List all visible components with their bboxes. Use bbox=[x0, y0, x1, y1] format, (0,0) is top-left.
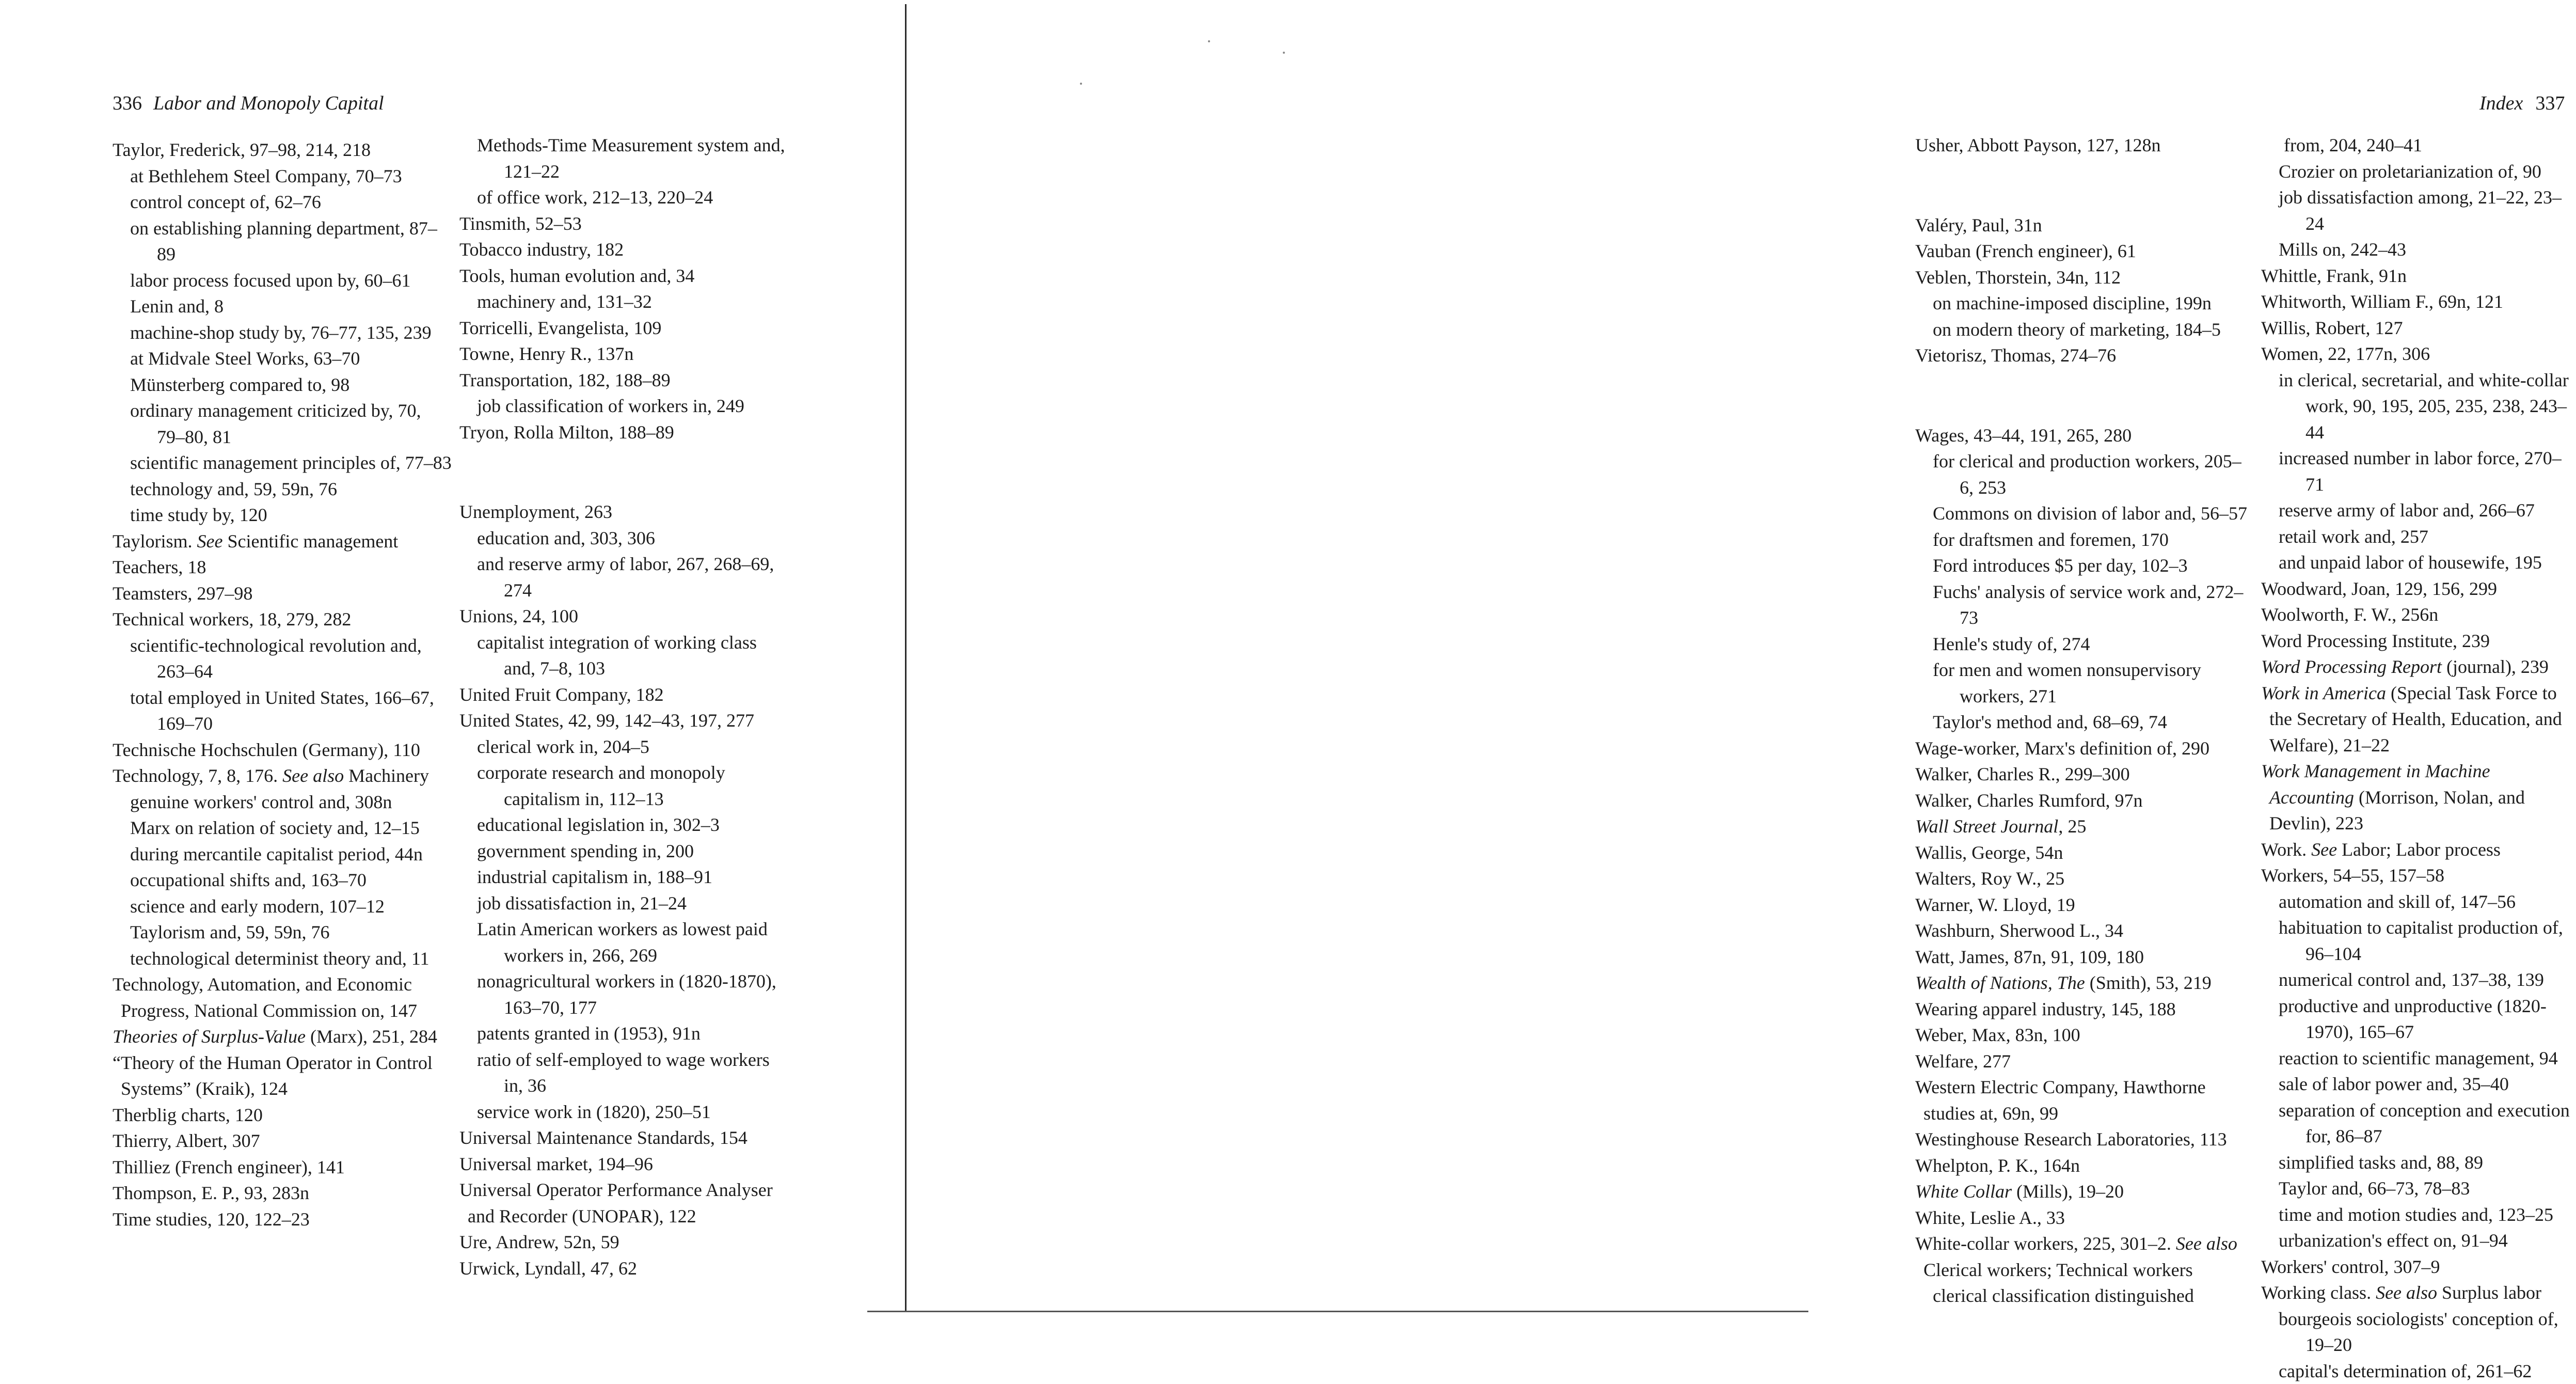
index-subentry: on modern theory of marketing, 184–5 bbox=[1915, 317, 2248, 343]
index-entry: Therblig charts, 120 bbox=[113, 1102, 453, 1128]
index-entry: Teachers, 18 bbox=[113, 554, 453, 580]
left-running-title: Labor and Monopoly Capital bbox=[153, 92, 384, 114]
italic-text: Word Processing Report bbox=[2261, 656, 2442, 677]
index-subentry: educational legislation in, 302–3 bbox=[459, 812, 790, 838]
index-entry: Torricelli, Evangelista, 109 bbox=[459, 315, 790, 341]
index-subentry: machinery and, 131–32 bbox=[459, 289, 790, 315]
index-entry: Wall Street Journal, 25 bbox=[1915, 813, 2248, 840]
index-entry: Technische Hochschulen (Germany), 110 bbox=[113, 737, 453, 763]
index-subentry: for men and women nonsupervisory workers, 271 bbox=[1915, 657, 2248, 709]
index-subentry: Fuchs' analysis of service work and, 272–73 bbox=[1915, 579, 2248, 631]
index-entry: Transportation, 182, 188–89 bbox=[459, 367, 790, 394]
index-subentry: job dissatisfaction among, 21–22, 23–24 bbox=[2261, 184, 2576, 237]
index-subentry: machine-shop study by, 76–77, 135, 239 bbox=[113, 320, 453, 346]
index-entry: Valéry, Paul, 31n bbox=[1915, 212, 2248, 239]
index-subentry: and reserve army of labor, 267, 268–69, 274 bbox=[459, 551, 790, 603]
italic-text: White Collar bbox=[1915, 1181, 2012, 1202]
index-entry: Technology, 7, 8, 176. See also Machinery bbox=[113, 763, 453, 789]
right-page bbox=[891, 0, 1808, 1319]
index-entry: Tobacco industry, 182 bbox=[459, 237, 790, 263]
italic-text: See bbox=[197, 531, 222, 552]
index-subentry: bourgeois sociologists' conception of, 19–20 bbox=[2261, 1306, 2576, 1358]
left-page bbox=[0, 0, 891, 1319]
index-subentry: total employed in United States, 166–67, 169–70 bbox=[113, 685, 453, 737]
index-entry: Work in America (Special Task Force to the Secretary of Health, Education, and Welfare), 21–22 bbox=[2261, 680, 2576, 759]
index-subentry: for draftsmen and foremen, 170 bbox=[1915, 527, 2248, 553]
index-subentry: time and motion studies and, 123–25 bbox=[2261, 1202, 2576, 1228]
index-subentry: job dissatisfaction in, 21–24 bbox=[459, 890, 790, 917]
right-running-header bbox=[2479, 91, 2565, 116]
italic-text: See also bbox=[2376, 1282, 2437, 1303]
index-entry: White-collar workers, 225, 301–2. See also Clerical workers; Technical workers bbox=[1915, 1231, 2248, 1283]
index-subentry: Henle's study of, 274 bbox=[1915, 631, 2248, 657]
section-gap bbox=[1915, 369, 2248, 422]
index-entry: Usher, Abbott Payson, 127, 128n bbox=[1915, 132, 2248, 159]
index-subentry: during mercantile capitalist period, 44n bbox=[113, 841, 453, 868]
index-entry: Taylor, Frederick, 97–98, 214, 218 bbox=[113, 137, 453, 163]
index-subentry: Methods-Time Measurement system and, 121–22 bbox=[459, 132, 790, 184]
index-subentry: capital's determination of, 261–62 bbox=[2261, 1358, 2576, 1384]
index-column-1 bbox=[113, 137, 453, 1232]
italic-text: Work Management in Machine Accounting bbox=[2261, 761, 2490, 808]
index-subentry: science and early modern, 107–12 bbox=[113, 893, 453, 920]
index-subentry: numerical control and, 137–38, 139 bbox=[2261, 967, 2576, 993]
index-entry: Westinghouse Research Laboratories, 113 bbox=[1915, 1126, 2248, 1153]
index-entry: Teamsters, 297–98 bbox=[113, 580, 453, 607]
index-entry: Tinsmith, 52–53 bbox=[459, 211, 790, 237]
index-entry: Technical workers, 18, 279, 282 bbox=[113, 606, 453, 633]
italic-text: See also bbox=[2176, 1233, 2237, 1254]
index-subentry: control concept of, 62–76 bbox=[113, 189, 453, 215]
index-subentry: scientific management principles of, 77–83 bbox=[113, 450, 453, 476]
index-subentry: at Bethlehem Steel Company, 70–73 bbox=[113, 163, 453, 190]
index-entry: Walker, Charles Rumford, 97n bbox=[1915, 788, 2248, 814]
index-subentry: Taylorism and, 59, 59n, 76 bbox=[113, 919, 453, 946]
index-entry: Thompson, E. P., 93, 283n bbox=[113, 1180, 453, 1206]
index-subentry: of office work, 212–13, 220–24 bbox=[459, 184, 790, 211]
italic-text: Wall Street Journal bbox=[1915, 816, 2058, 837]
index-column-3 bbox=[1915, 132, 2248, 1309]
left-running-header bbox=[113, 91, 384, 116]
index-entry: Vauban (French engineer), 61 bbox=[1915, 238, 2248, 264]
right-running-title: Index bbox=[2479, 92, 2523, 114]
index-subentry: technology and, 59, 59n, 76 bbox=[113, 476, 453, 502]
index-entry: Whitworth, William F., 69n, 121 bbox=[2261, 289, 2576, 315]
index-subentry: corporate research and monopoly capitalism in, 112–13 bbox=[459, 760, 790, 812]
index-subentry: urbanization's effect on, 91–94 bbox=[2261, 1228, 2576, 1254]
index-entry: United States, 42, 99, 142–43, 197, 277 bbox=[459, 707, 790, 734]
index-subentry: simplified tasks and, 88, 89 bbox=[2261, 1150, 2576, 1176]
index-subentry: reserve army of labor and, 266–67 bbox=[2261, 497, 2576, 524]
right-page-number: 337 bbox=[2535, 92, 2565, 114]
index-subentry: separation of conception and execution for, 86–87 bbox=[2261, 1097, 2576, 1150]
italic-text: See bbox=[2311, 839, 2337, 860]
index-subentry: Lenin and, 8 bbox=[113, 293, 453, 320]
index-subentry: increased number in labor force, 270–71 bbox=[2261, 445, 2576, 497]
index-subentry: scientific-technological revolution and, 263–64 bbox=[113, 633, 453, 685]
scan-speck bbox=[1208, 40, 1210, 42]
index-entry: White, Leslie A., 33 bbox=[1915, 1205, 2248, 1231]
index-subentry: service work in (1820), 250–51 bbox=[459, 1099, 790, 1125]
index-subentry: time study by, 120 bbox=[113, 502, 453, 528]
index-subentry: clerical work in, 204–5 bbox=[459, 734, 790, 760]
index-entry: Unemployment, 263 bbox=[459, 499, 790, 525]
index-subentry: occupational shifts and, 163–70 bbox=[113, 867, 453, 893]
italic-text: Work in America bbox=[2261, 683, 2386, 703]
index-subentry: Taylor's method and, 68–69, 74 bbox=[1915, 709, 2248, 735]
section-gap bbox=[1915, 159, 2248, 212]
index-subentry: government spending in, 200 bbox=[459, 838, 790, 864]
index-entry: Technology, Automation, and Economic Progress, National Commission on, 147 bbox=[113, 971, 453, 1024]
index-entry: Whelpton, P. K., 164n bbox=[1915, 1153, 2248, 1179]
index-entry: Working class. See also Surplus labor bbox=[2261, 1280, 2576, 1306]
index-entry: Warner, W. Lloyd, 19 bbox=[1915, 892, 2248, 918]
index-entry: Willis, Robert, 127 bbox=[2261, 315, 2576, 341]
index-subentry: reaction to scientific management, 94 bbox=[2261, 1045, 2576, 1072]
index-subentry: nonagricultural workers in (1820-1870), 163–70, 177 bbox=[459, 968, 790, 1020]
index-subentry: Marx on relation of society and, 12–15 bbox=[113, 815, 453, 841]
index-entry: Welfare, 277 bbox=[1915, 1048, 2248, 1075]
index-subentry: productive and unproductive (1820-1970), 165–67 bbox=[2261, 993, 2576, 1045]
left-page-number: 336 bbox=[113, 92, 142, 114]
index-entry: Time studies, 120, 122–23 bbox=[113, 1206, 453, 1233]
scan-speck bbox=[1283, 52, 1285, 54]
index-subentry: on establishing planning department, 87–89 bbox=[113, 215, 453, 268]
index-entry: Women, 22, 177n, 306 bbox=[2261, 341, 2576, 367]
index-entry: Wages, 43–44, 191, 265, 280 bbox=[1915, 422, 2248, 449]
index-entry: White Collar (Mills), 19–20 bbox=[1915, 1178, 2248, 1205]
index-entry: “Theory of the Human Operator in Control Systems” (Kraik), 124 bbox=[113, 1050, 453, 1102]
index-subentry: in clerical, secretarial, and white-collar work, 90, 195, 205, 235, 238, 243–44 bbox=[2261, 367, 2576, 446]
index-entry: Wallis, George, 54n bbox=[1915, 840, 2248, 866]
italic-text: See also bbox=[282, 765, 344, 786]
index-entry: Workers, 54–55, 157–58 bbox=[2261, 862, 2576, 889]
index-entry: Woolworth, F. W., 256n bbox=[2261, 602, 2576, 628]
index-subentry: for clerical and production workers, 205–6, 253 bbox=[1915, 448, 2248, 500]
index-subentry: Münsterberg compared to, 98 bbox=[113, 372, 453, 398]
index-subentry: patents granted in (1953), 91n bbox=[459, 1020, 790, 1047]
index-entry: Thierry, Albert, 307 bbox=[113, 1128, 453, 1154]
index-subentry: industrial capitalism in, 188–91 bbox=[459, 864, 790, 890]
index-entry: Thilliez (French engineer), 141 bbox=[113, 1154, 453, 1181]
index-subentry: technological determinist theory and, 11 bbox=[113, 946, 453, 972]
index-subentry: automation and skill of, 147–56 bbox=[2261, 889, 2576, 915]
index-subentry: Mills on, 242–43 bbox=[2261, 237, 2576, 263]
index-subentry: Crozier on proletarianization of, 90 bbox=[2261, 159, 2576, 185]
index-subentry: clerical classification distinguished bbox=[1915, 1283, 2248, 1309]
index-entry: Ure, Andrew, 52n, 59 bbox=[459, 1229, 790, 1255]
index-entry: Word Processing Report (journal), 239 bbox=[2261, 654, 2576, 680]
index-entry: Work. See Labor; Labor process bbox=[2261, 837, 2576, 863]
scan-speck bbox=[1080, 83, 1082, 85]
index-subentry: ratio of self-employed to wage workers in, 36 bbox=[459, 1047, 790, 1099]
index-entry: Taylorism. See Scientific management bbox=[113, 528, 453, 555]
index-entry: Walters, Roy W., 25 bbox=[1915, 866, 2248, 892]
index-entry: Tools, human evolution and, 34 bbox=[459, 263, 790, 289]
index-entry: Word Processing Institute, 239 bbox=[2261, 628, 2576, 654]
index-entry: Towne, Henry R., 137n bbox=[459, 341, 790, 367]
index-subentry: capitalist integration of working class and, 7–8, 103 bbox=[459, 630, 790, 682]
index-subentry: labor process focused upon by, 60–61 bbox=[113, 268, 453, 294]
section-gap bbox=[459, 445, 790, 499]
index-entry: Workers' control, 307–9 bbox=[2261, 1254, 2576, 1280]
index-entry: Washburn, Sherwood L., 34 bbox=[1915, 918, 2248, 944]
index-entry: Weber, Max, 83n, 100 bbox=[1915, 1022, 2248, 1048]
index-subentry: and unpaid labor of housewife, 195 bbox=[2261, 549, 2576, 576]
index-entry: Universal Operator Performance Analyser and Recorder (UNOPAR), 122 bbox=[459, 1177, 790, 1229]
index-entry: Watt, James, 87n, 91, 109, 180 bbox=[1915, 944, 2248, 970]
index-column-2 bbox=[459, 132, 790, 1281]
italic-text: Wealth of Nations, The bbox=[1915, 972, 2085, 993]
index-subentry: Taylor and, 66–73, 78–83 bbox=[2261, 1175, 2576, 1202]
index-entry: Unions, 24, 100 bbox=[459, 603, 790, 630]
index-entry: Theories of Surplus-Value (Marx), 251, 284 bbox=[113, 1024, 453, 1050]
index-entry: Western Electric Company, Hawthorne studies at, 69n, 99 bbox=[1915, 1074, 2248, 1126]
index-entry: Tryon, Rolla Milton, 188–89 bbox=[459, 419, 790, 446]
index-entry: Veblen, Thorstein, 34n, 112 bbox=[1915, 264, 2248, 291]
index-subentry: habituation to capitalist production of, 96–104 bbox=[2261, 915, 2576, 967]
index-subentry: Commons on division of labor and, 56–57 bbox=[1915, 500, 2248, 527]
index-entry: Urwick, Lyndall, 47, 62 bbox=[459, 1255, 790, 1282]
italic-text: Theories of Surplus-Value bbox=[113, 1026, 306, 1047]
index-subentry: at Midvale Steel Works, 63–70 bbox=[113, 345, 453, 372]
index-entry: Universal market, 194–96 bbox=[459, 1151, 790, 1177]
index-column-4 bbox=[2261, 132, 2576, 1384]
index-subentry: education and, 303, 306 bbox=[459, 525, 790, 552]
index-entry: Universal Maintenance Standards, 154 bbox=[459, 1125, 790, 1151]
index-entry: Wealth of Nations, The (Smith), 53, 219 bbox=[1915, 970, 2248, 996]
index-subentry: job classification of workers in, 249 bbox=[459, 393, 790, 419]
index-subentry: Ford introduces $5 per day, 102–3 bbox=[1915, 553, 2248, 579]
index-entry: Woodward, Joan, 129, 156, 299 bbox=[2261, 576, 2576, 602]
index-entry: Walker, Charles R., 299–300 bbox=[1915, 761, 2248, 788]
index-subentry: retail work and, 257 bbox=[2261, 524, 2576, 550]
index-entry: Vietorisz, Thomas, 274–76 bbox=[1915, 342, 2248, 369]
index-entry: Whittle, Frank, 91n bbox=[2261, 263, 2576, 289]
index-entry: Wage-worker, Marx's definition of, 290 bbox=[1915, 735, 2248, 762]
index-subentry: genuine workers' control and, 308n bbox=[113, 789, 453, 815]
index-entry: Wearing apparel industry, 145, 188 bbox=[1915, 996, 2248, 1023]
index-subentry: ordinary management criticized by, 70, 79–80, 81 bbox=[113, 398, 453, 450]
index-subentry: sale of labor power and, 35–40 bbox=[2261, 1071, 2576, 1097]
index-subentry: Latin American workers as lowest paid workers in, 266, 269 bbox=[459, 916, 790, 968]
index-entry: United Fruit Company, 182 bbox=[459, 682, 790, 708]
index-subentry: on machine-imposed discipline, 199n bbox=[1915, 290, 2248, 317]
index-subentry: from, 204, 240–41 bbox=[2261, 132, 2576, 159]
index-entry: Work Management in Machine Accounting (Morrison, Nolan, and Devlin), 223 bbox=[2261, 758, 2576, 837]
